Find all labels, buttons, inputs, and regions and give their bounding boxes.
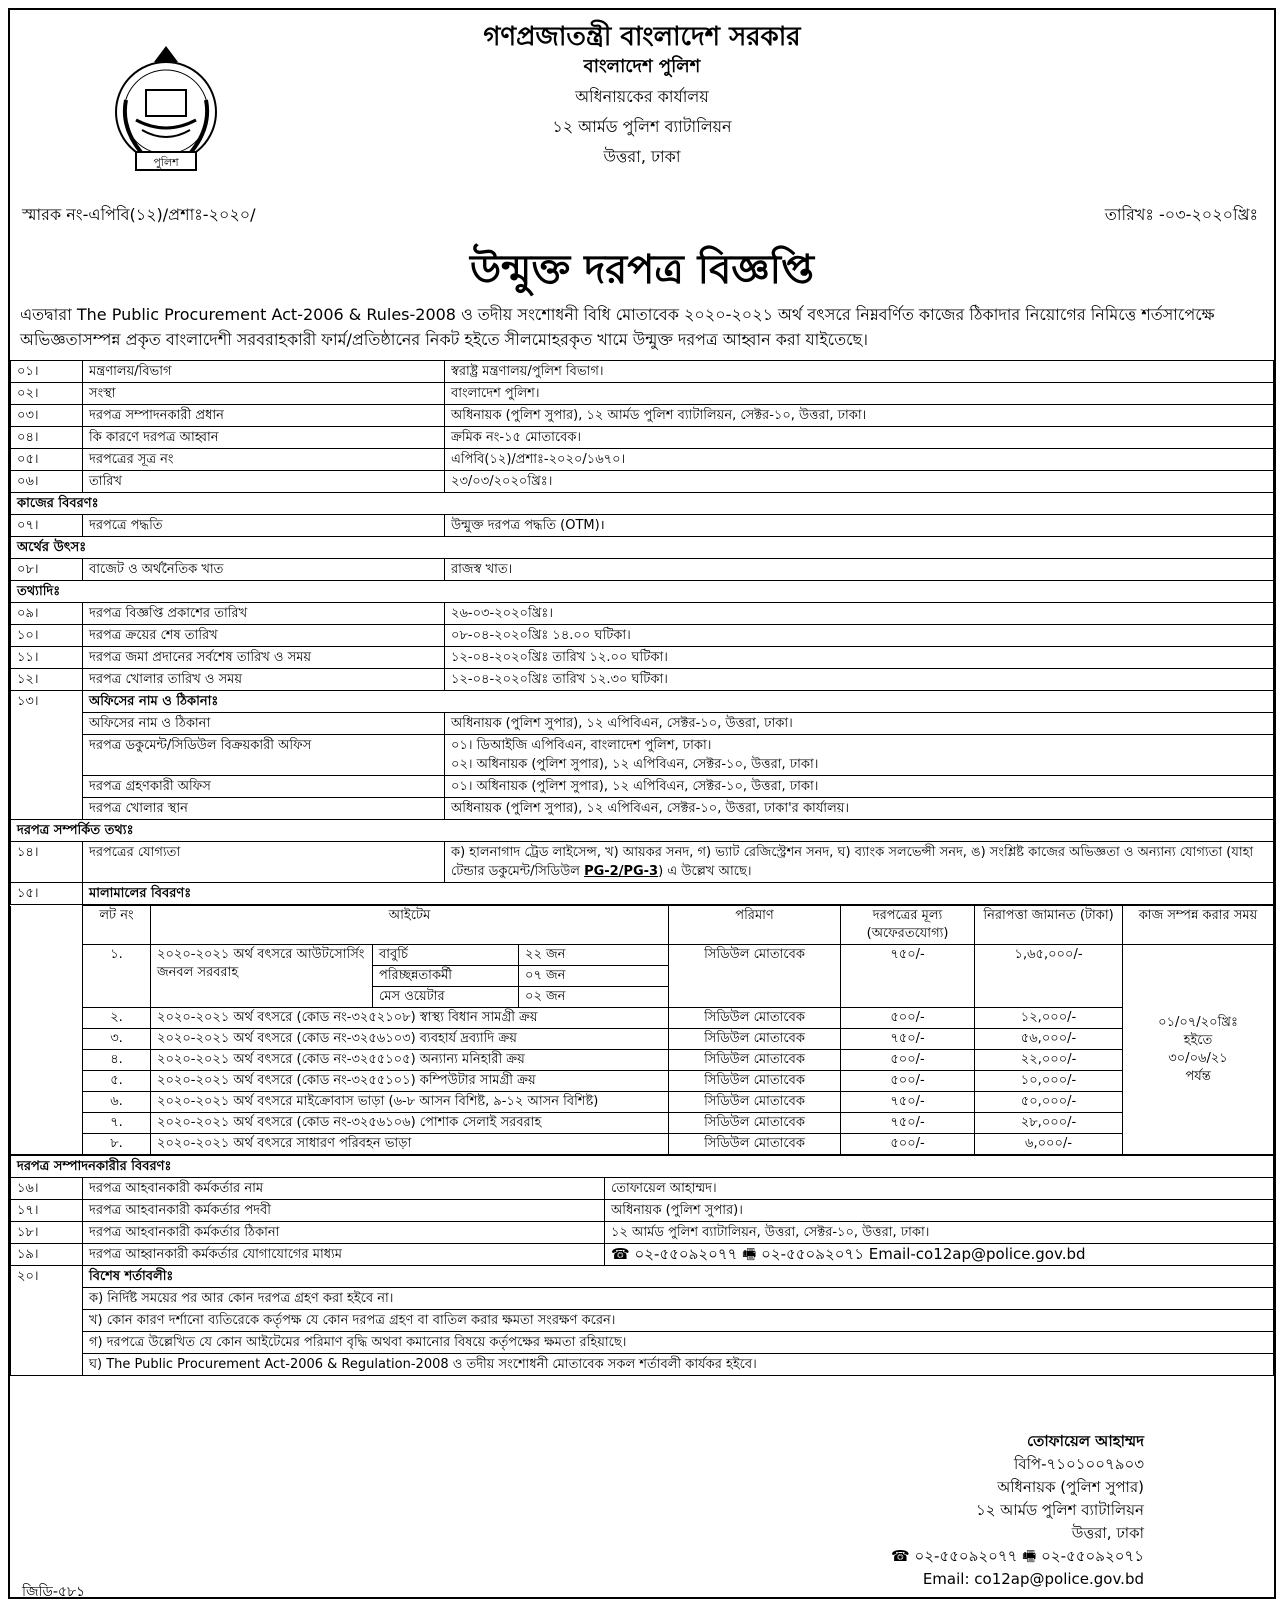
table-row: ০৪। কি কারণে দরপত্র আহ্বান ক্রমিক নং-১৫ মোতাবেক। [11,427,1274,449]
item-subrow: মেস ওয়েটার ০২ জন [11,987,1274,1008]
intro-paragraph: এতদ্বারা The Public Procurement Act-2006 & Rules-2008 ও তদীয় সংশোধনী বিধি মোতাবেক ২০২০-২০২১ অর্থ বৎসরে নিম্নবর্ণিত কাজের ঠিকাদার নিয়োগের নিমিত্তে শর্তসাপেক্ষে অভিজ্ঞতাসম্পন্ন প্রকৃত বাংলাদেশী সরবরাহকারী ফার্ম/প্রতিষ্ঠানের নিকট হইতে সীলমোহরকৃত খামে উন্মুক্ত দরপত্র আহ্বান করা যাইতেছে। [20,305,1215,349]
signature-block [891,1430,1144,1591]
fax-icon: 🖷 [742,1245,757,1263]
signatory-name: তোফায়েল আহাম্মদ [1026,1432,1144,1450]
memo-number: স্মারক নং-এপিবি(১২)/প্রশাঃ-২০২০/ [22,205,256,224]
phone-icon: ☎ [611,1245,630,1263]
table-row: ১৩। অফিসের নাম ও ঠিকানাঃ [11,691,1274,713]
term-row: খ) কোন কারণ দর্শানো ব্যতিরেকে কর্তৃপক্ষ যে কোন দরপত্র গ্রহণ বা বাতিল করার ক্ষমতা সংরক্ষণ করেন। [11,1310,1274,1332]
completion-time: ০১/০৭/২০খ্রিঃ হইতে ৩০/০৬/২১ পর্যন্ত [1123,945,1274,1155]
notice-date: তারিখঃ -০৩-২০২০খ্রিঃ [1104,205,1258,224]
header-lines [10,22,1274,172]
table-row: ১৫। মালামালের বিবরণঃ [11,883,1274,905]
battalion-name: ১২ আর্মড পুলিশ ব্যাটালিয়ন [552,117,732,136]
table-row: ১৬। দরপত্র আহবানকারী কর্মকর্তার নাম তোফায়েল আহাম্মদ। [11,1178,1274,1200]
signatory-bp: বিপি-৭১০১০০৭৯০৩ [1014,1455,1144,1473]
table-row: ০৯। দরপত্র বিজ্ঞপ্তি প্রকাশের তারিখ ২৬-০৩-২০২০খ্রিঃ। [11,603,1274,625]
signatory-location: উত্তরা, ঢাকা [1071,1524,1144,1542]
section-heading: তথ্যাদিঃ [11,581,1274,603]
table-row: ১৯। দরপত্র আহ্বানকারী কর্মকর্তার যোগাযোগের মাধ্যম ☎ ০২-৫৫০৯২০৭৭ 🖷 ০২-৫৫০৯২০৭১ Email-co12ap@police.gov.bd [11,1244,1274,1266]
police-name: বাংলাদেশ পুলিশ [583,56,701,77]
emblem-label: পুলিশ [153,156,179,169]
table-row: দরপত্র গ্রহণকারী অফিস ০১। অধিনায়ক (পুলিশ সুপার), ১২ এপিবিএন, সেক্টর-১০, উত্তরা, ঢাকা। [11,776,1274,798]
officer-table [10,1155,1274,1376]
term-row: গ) দরপত্রে উল্লেখিত যে কোন আইটেমের পরিমাণ বৃদ্ধি অথবা কমানোর বিষয়ে কর্তৃপক্ষের ক্ষমতা রহিয়াছে। [11,1332,1274,1354]
header [10,10,1274,200]
table-row: দরপত্র ডকুমেন্ট/সিডিউল বিক্রয়কারী অফিস ০১। ডিআইজি এপিবিএন, বাংলাদেশ পুলিশ, ঢাকা। ০২। অধিনায়ক (পুলিশ সুপার), ১২ এপিবিএন, সেক্টর-১০, উত্তরা, ঢাকা। [11,735,1274,776]
tender-table [10,360,1274,1376]
table-row: ০৭। দরপত্রে পদ্ধতি উন্মুক্ত দরপত্র পদ্ধতি (OTM)। [11,515,1274,537]
item-row: ১. ২০২০-২০২১ অর্থ বৎসরে আউটসোর্সিং জনবল সরবরাহ বাবুর্চি ২২ জন সিডিউল মোতাবেক ৭৫০/- ১,৬৫,০০০/- ০১/০৭/২০খ্রিঃ হইতে ৩০/০৬/২১ পর্যন্ত [11,945,1274,966]
section-heading: অর্থের উৎসঃ [11,537,1274,559]
table-row: ০২। সংস্থা বাংলাদেশ পুলিশ। [11,383,1274,405]
section-heading: কাজের বিবরণঃ [11,493,1274,515]
office-name: অধিনায়কের কার্যালয় [575,87,709,106]
contact-email[interactable]: Email-co12ap@police.gov.bd [868,1245,1086,1263]
table-row: ০৬। তারিখ ২৩/০৩/২০২০খ্রিঃ। [11,471,1274,493]
item-subrow: পরিচ্ছন্নতাকর্মী ০৭ জন [11,966,1274,987]
tender-notice-page [8,8,1276,1599]
term-row: ঘ) The Public Procurement Act-2006 & Regulation-2008 ও তদীয় সংশোধনী মোতাবেক সকল শর্তাবলী কার্যকর হইবে। [11,1354,1274,1376]
table-row: ০১। মন্ত্রণালয়/বিভাগ স্বরাষ্ট্র মন্ত্রণালয়/পুলিশ বিভাগ। [11,361,1274,383]
item-row: ২. ২০২০-২০২১ অর্থ বৎসরে (কোড নং-৩২৫২১০৮) স্বাস্থ্য বিধান সামগ্রী ক্রয় সিডিউল মোতাবেক ৫০০/- ১২,০০০/- [11,1008,1274,1029]
table-row: ০৩। দরপত্র সম্পাদনকারী প্রধান অধিনায়ক (পুলিশ সুপার), ১২ আর্মড পুলিশ ব্যাটালিয়ন, সেক্টর-১০, উত্তরা, ঢাকা। [11,405,1274,427]
table-row: ১১। দরপত্র জমা প্রদানের সর্বশেষ তারিখ ও সময় ১২-০৪-২০২০খ্রিঃ তারিখ ১২.০০ ঘটিকা। [11,647,1274,669]
item-row: ৭. ২০২০-২০২১ অর্থ বৎসরে (কোড নং-৩২৫৬১০৬) পোশাক সেলাই সরবরাহ সিডিউল মোতাবেক ৭৫০/- ২৮,০০০/- [11,1113,1274,1134]
table-row: ১৭। দরপত্র আহবানকারী কর্মকর্তার পদবী অধিনায়ক (পুলিশ সুপার)। [11,1200,1274,1222]
table-row: ১৮। দরপত্র আহবানকারী কর্মকর্তার ঠিকানা ১২ আর্মড পুলিশ ব্যাটালিয়ন, উত্তরা, সেক্টর-১০, উত্তরা, ঢাকা। [11,1222,1274,1244]
signatory-unit: ১২ আর্মড পুলিশ ব্যাটালিয়ন [975,1501,1144,1519]
section-heading: দরপত্র সম্পাদনকারীর বিবরণঃ [11,1156,1274,1178]
items-table [10,905,1274,1155]
table-row: দরপত্র খোলার স্থান অধিনায়ক (পুলিশ সুপার), ১২ এপিবিএন, সেক্টর-১০, উত্তরা, ঢাকা'র কার্যালয়। [11,798,1274,820]
table-row: ১০। দরপত্র ক্রয়ের শেষ তারিখ ০৮-০৪-২০২০খ্রিঃ ১৪.০০ ঘটিকা। [11,625,1274,647]
table-row: ১৪। দরপত্রের যোগ্যতা ক) হালনাগাদ ট্রেড লাইসেন্স, খ) আয়কর সনদ, গ) ভ্যাট রেজিস্ট্রেশন সনদ, ঘ) ব্যাংক সলভেন্সী সনদ, ঙ) সংশ্লিষ্ট কাজের অভিজ্ঞতা ও অন্যান্য যোগ্যতা (যাহা টেন্ডার ডকুমেন্ট/সিডিউল PG-2/PG-3) এ উল্লেখ আছে। [11,842,1274,883]
item-row: ৮. ২০২০-২০২১ অর্থ বৎসরে সাধারণ পরিবহন ভাড়া সিডিউল মোতাবেক ৫০০/- ৬,০০০/- [11,1134,1274,1155]
fax-icon: 🖷 [1022,1547,1037,1565]
signatory-phone: ☎ ০২-৫৫০৯২০৭৭ 🖷 ০২-৫৫০৯২০৭১ [891,1547,1144,1565]
items-header: লট নং আইটেম পরিমাণ দরপত্রের মূল্য (অফেরতযোগ্য) নিরাপত্তা জামানত (টাকা) কাজ সম্পন্ন করার সময় [11,906,1274,945]
table-row: ২০। বিশেষ শর্তাবলীঃ [11,1266,1274,1288]
signatory-email[interactable]: Email: co12ap@police.gov.bd [922,1570,1144,1588]
table-row: ০৫। দরপত্রের সূত্র নং এপিবি(১২)/প্রশাঃ-২০২০/১৬৭০। [11,449,1274,471]
table-row: অফিসের নাম ও ঠিকানা অধিনায়ক (পুলিশ সুপার), ১২ এপিবিএন, সেক্টর-১০, উত্তরা, ঢাকা। [11,713,1274,735]
page-title: উন্মুক্ত দরপত্র বিজ্ঞপ্তি [469,247,814,293]
item-row: ৩. ২০২০-২০২১ অর্থ বৎসরে (কোড নং-৩২৫৬১০৩) ব্যবহার্য দ্রব্যাদি ক্রয় সিডিউল মোতাবেক ৭৫০/- ৫৬,০০০/- [11,1029,1274,1050]
government-name: গণপ্রজাতন্ত্রী বাংলাদেশ সরকার [483,22,801,52]
table-row: ০৮। বাজেট ও অর্থনৈতিক খাত রাজস্ব খাত। [11,559,1274,581]
item-row: ৬. ২০২০-২০২১ অর্থ বৎসরে মাইক্রোবাস ভাড়া (৬-৮ আসন বিশিষ্ট, ৯-১২ আসন বিশিষ্ট) সিডিউল মোতাবেক ৭৫০/- ৫০,০০০/- [11,1092,1274,1113]
signatory-designation: অধিনায়ক (পুলিশ সুপার) [997,1478,1144,1496]
term-row: ক) নির্দিষ্ট সময়ের পর আর কোন দরপত্র গ্রহণ করা হইবে না। [11,1288,1274,1310]
section-heading: দরপত্র সম্পর্কিত তথ্যঃ [11,820,1274,842]
table-row: ১২। দরপত্র খোলার তারিখ ও সময় ১২-০৪-২০২০খ্রিঃ তারিখ ১২.৩০ ঘটিকা। [11,669,1274,691]
item-row: ৪. ২০২০-২০২১ অর্থ বৎসরে (কোড নং-৩২৫৫১০৫) অন্যান্য মনিহারী ক্রয় সিডিউল মোতাবেক ৫০০/- ২২,০০০/- [11,1050,1274,1071]
gd-number: জিডি-৫৮১ [22,1584,86,1600]
office-location: উত্তরা, ঢাকা [603,147,681,166]
item-row: ৫. ২০২০-২০২১ অর্থ বৎসরে (কোড নং-৩২৫৫১০১) কম্পিউটার সামগ্রী ক্রয় সিডিউল মোতাবেক ৫০০/- ১০,০০০/- [11,1071,1274,1092]
phone-icon: ☎ [891,1547,910,1565]
